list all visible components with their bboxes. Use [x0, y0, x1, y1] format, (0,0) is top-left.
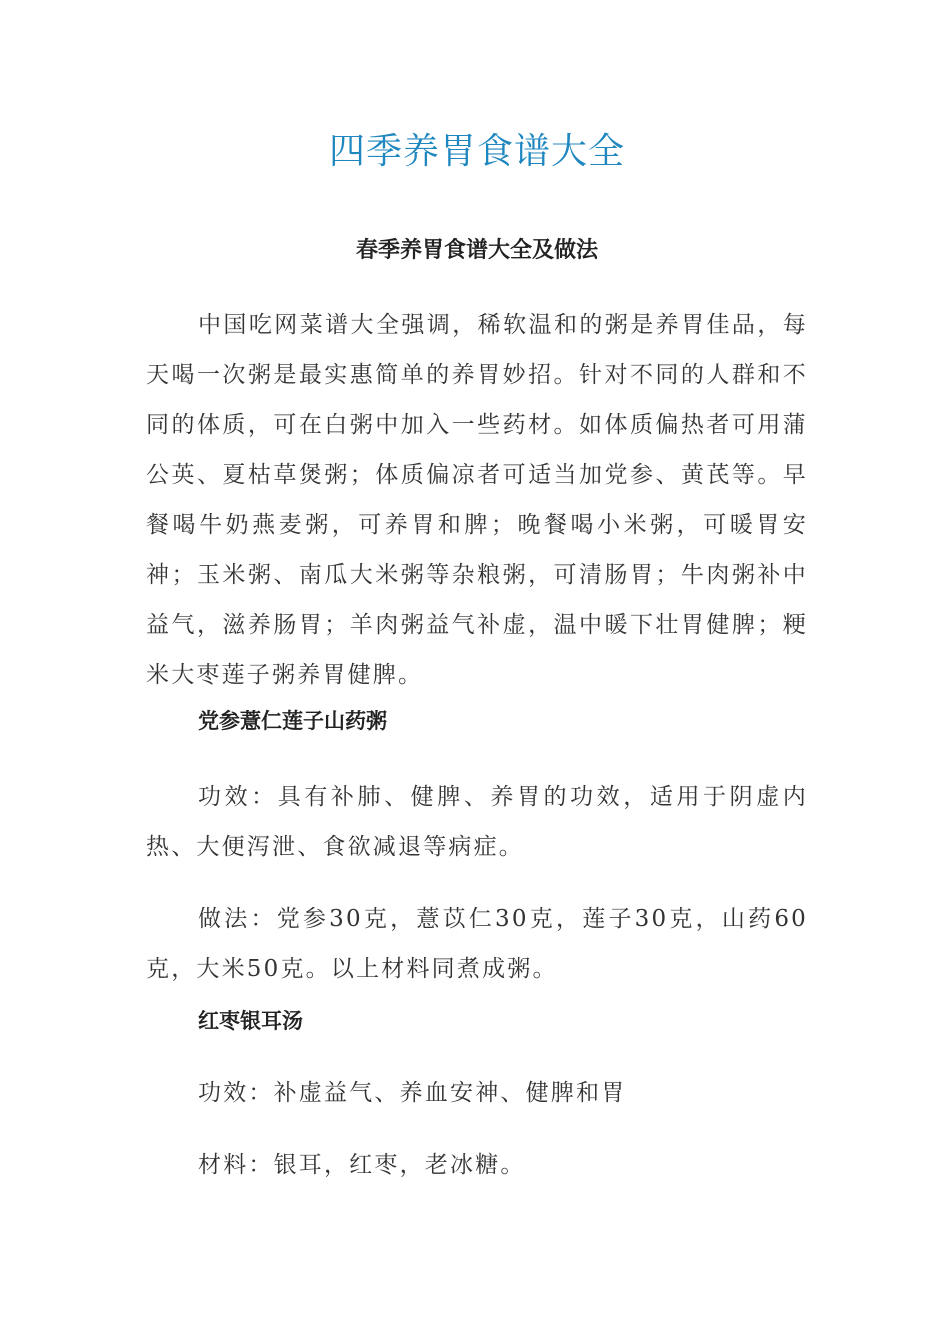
document-title: 四季养胃食谱大全: [328, 131, 625, 172]
recipe-effect: 功效：补虚益气、养血安神、健脾和胃: [198, 1080, 627, 1106]
recipe-heading: 红枣银耳汤: [198, 1009, 303, 1033]
recipe-method: 做法：党参30克，薏苡仁30克，莲子30克，山药60克，大米50克。以上材料同煮成粥。: [146, 906, 808, 982]
intro-paragraph: 中国吃网菜谱大全强调，稀软温和的粥是养胃佳品，每天喝一次粥是最实惠简单的养胃妙招。针对不同的人群和不同的体质，可在白粥中加入一些药材。如体质偏热者可用蒲公英、夏枯草煲粥；体质偏凉者可适当加党参、黄芪等。早餐喝牛奶燕麦粥，可养胃和脾；晚餐喝小米粥，可暖胃安神；玉米粥、南瓜大米粥等杂粮粥，可清肠胃；牛肉粥补中益气，滋养肠胃；羊肉粥益气补虚，温中暖下壮胃健脾；粳米大枣莲子粥养胃健脾。: [146, 312, 808, 688]
recipe-heading: 党参薏仁莲子山药粥: [198, 709, 387, 733]
recipe-effect: 功效：具有补肺、健脾、养胃的功效，适用于阴虚内热、大便泻泄、食欲减退等病症。: [146, 784, 808, 860]
recipe-materials: 材料：银耳，红枣，老冰糖。: [198, 1152, 526, 1178]
section-heading: 春季养胃食谱大全及做法: [355, 238, 598, 263]
